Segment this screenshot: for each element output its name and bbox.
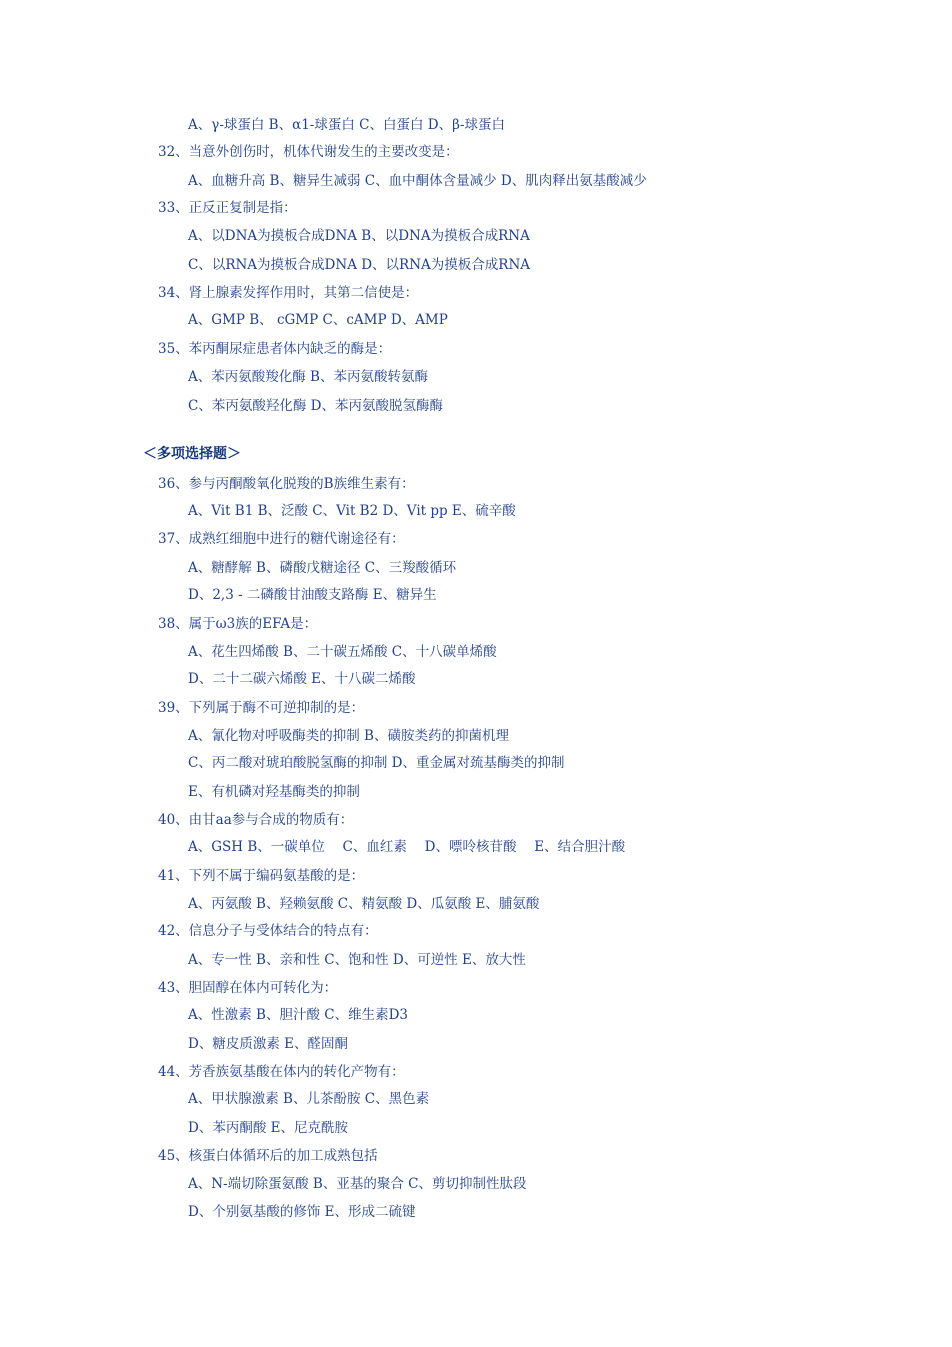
option-line: A、丙氨酸 B、羟赖氨酸 C、精氨酸 D、瓜氨酸 E、脯氨酸 [188,896,540,912]
question-line: 40、由甘aa参与合成的物质有： [158,812,354,828]
question-line: 45、核蛋白体循环后的加工成熟包括 [158,1148,378,1164]
option-line: A、专一性 B、亲和性 C、饱和性 D、可逆性 E、放大性 [188,952,526,968]
question-line: 39、下列属于酶不可逆抑制的是： [158,700,365,716]
option-line: D、2,3 - 二磷酸甘油酸支路酶 E、糖异生 [188,587,437,603]
option-line: A、血糖升高 B、糖异生减弱 C、血中酮体含量减少 D、肌肉释出氨基酸减少 [188,173,647,189]
option-line: D、个别氨基酸的修饰 E、形成二硫键 [188,1204,416,1220]
option-line: A、Vit B1 B、泛酸 C、Vit B2 D、Vit pp E、硫辛酸 [188,503,516,519]
question-line: 38、属于ω3族的EFA是： [158,616,318,632]
option-line: D、二十二碳六烯酸 E、十八碳二烯酸 [188,671,416,687]
question-line: 44、芳香族氨基酸在体内的转化产物有： [158,1064,405,1080]
option-line: A、GMP B、 cGMP C、cAMP D、AMP [188,312,448,328]
question-line: 43、胆固醇在体内可转化为： [158,980,338,996]
option-line: D、糖皮质激素 E、醛固酮 [188,1036,348,1052]
option-line: C、苯丙氨酸羟化酶 D、苯丙氨酸脱氢酶酶 [188,398,443,414]
option-line: A、GSH B、一碳单位 C、血红素 D、嘌呤核苷酸 E、结合胆汁酸 [188,839,626,855]
option-line: A、N-端切除蛋氨酸 B、亚基的聚合 C、剪切抑制性肽段 [188,1176,527,1192]
section-title: ＜多项选择题＞ [143,446,241,462]
option-line: A、花生四烯酸 B、二十碳五烯酸 C、十八碳单烯酸 [188,644,497,660]
option-line: A、性激素 B、胆汁酸 C、维生素D3 [188,1007,408,1023]
question-line: 34、肾上腺素发挥作用时，其第二信使是： [158,285,419,301]
option-line: A、氰化物对呼吸酶类的抑制 B、磺胺类药的抑菌机理 [188,728,509,744]
option-line: D、苯丙酮酸 E、尼克酰胺 [188,1120,348,1136]
question-line: 35、苯丙酮尿症患者体内缺乏的酶是： [158,341,392,357]
option-line: A、甲状腺激素 B、儿茶酚胺 C、黑色素 [188,1091,430,1107]
question-line: 41、下列不属于编码氨基酸的是： [158,868,365,884]
question-line: 42、信息分子与受体结合的特点有： [158,923,378,939]
option-line: A、糖酵解 B、磷酸戊糖途径 C、三羧酸循环 [188,560,457,576]
question-line: 32、当意外创伤时，机体代谢发生的主要改变是： [158,144,459,160]
question-line: 37、成熟红细胞中进行的糖代谢途径有： [158,531,405,547]
option-line: A、苯丙氨酸羧化酶 B、苯丙氨酸转氨酶 [188,369,428,385]
option-line: C、丙二酸对琥珀酸脱氢酶的抑制 D、重金属对巯基酶类的抑制 [188,755,565,771]
option-line: C、以RNA为摸板合成DNA D、以RNA为摸板合成RNA [188,257,531,273]
option-line: A、以DNA为摸板合成DNA B、以DNA为摸板合成RNA [188,228,530,244]
question-line: 36、参与丙酮酸氧化脱羧的B族维生素有： [158,476,415,492]
option-line: E、有机磷对羟基酶类的抑制 [188,784,360,800]
question-line: 33、正反正复制是指： [158,200,297,216]
option-line: A、γ-球蛋白 B、α1-球蛋白 C、白蛋白 D、β-球蛋白 [188,117,505,133]
